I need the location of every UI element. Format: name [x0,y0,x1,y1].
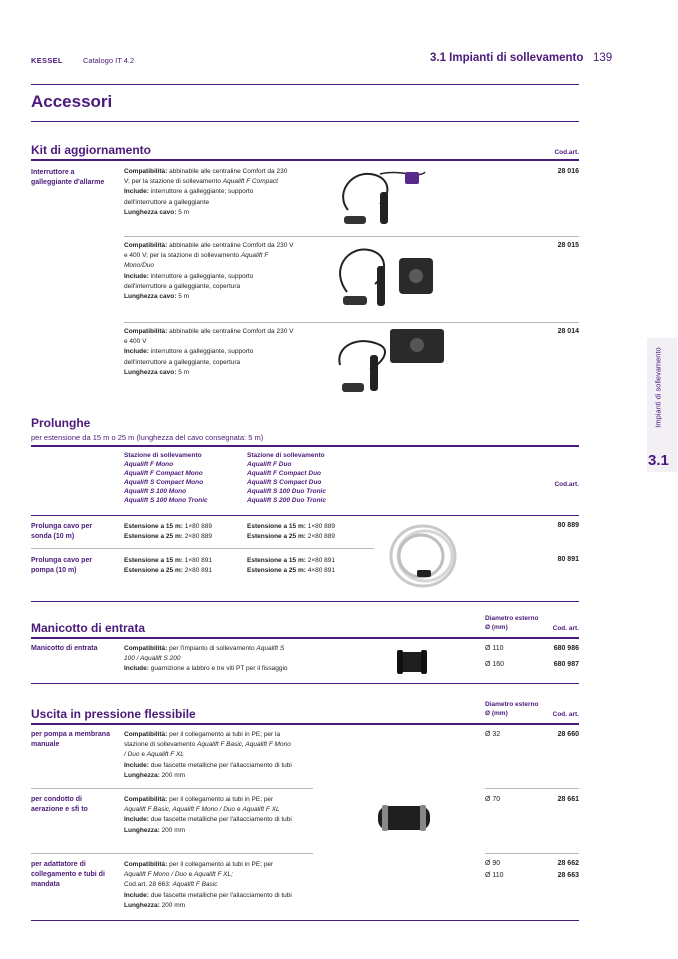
prolunghe-subtitle: per estensione da 15 m o 25 m (lunghezza del cavo consegnata: 5 m) [31,433,264,442]
uscita-row-3-code-1: 28 662 [557,860,579,867]
uscita-row-3-desc: Compatibilità: per il collegamento ai tubi in PE; per Aqualift F Mono / Duo e Aqualift F XL; Cod.art. 28 663: Aqualift F Basic Include: due fascette metalliche per l'allacciamento di tubi Lunghezza: 200 mm [124,861,292,909]
manicotto-code-2: 680 987 [553,661,579,668]
uscita-row-1-dia: Ø 32 [485,731,501,738]
manicotto-code-header: Cod. art. [552,625,579,632]
section-title: 3.1 Impianti di sollevamento [430,52,584,64]
uscita-divider-2b [485,853,579,854]
prolunga-sonda-col2: Estensione a 15 m: 1×80 889 Estensione a 25 m: 2×80 889 [247,523,335,541]
uscita-divider-1a [31,788,313,789]
prolunga-pompa-col1: Estensione a 15 m: 1×80 891 Estensione a 25 m: 2×80 891 [124,557,212,575]
uscita-divider-1b [485,788,579,789]
inlet-sleeve-image [395,647,429,677]
uscita-dia-header: Diametro esterno Ø (mm) [485,701,539,717]
uscita-row-2-code: 28 661 [557,796,579,803]
prolunghe-title: Prolunghe [31,416,91,430]
prolunghe-bottom-rule [31,601,579,602]
manicotto-code-1: 680 986 [553,645,579,652]
uscita-row-2-label: per condotto di aerazione e sfi to [31,796,88,813]
prolunghe-rule [31,445,579,447]
page-title: Accessori [31,92,113,111]
kit-row-2-code: 28 015 [557,242,579,249]
prolunga-sonda-label: Prolunga cavo per sonda (10 m) [31,523,93,540]
prolunghe-code-header: Cod.art. [554,481,579,488]
uscita-rule [31,723,579,725]
header-rule [31,84,579,85]
float-switch-cover-image [325,240,440,316]
prolunga-pompa-label: Prolunga cavo per pompa (10 m) [31,557,93,574]
uscita-row-3-dia-1: Ø 90 [485,860,501,867]
side-tab-label: Impianti di sollevamento [653,347,663,428]
manicotto-desc: Compatibilità: per l'impianto di sollevamento Aqualift S 100 / Aqualift S 200 Include: guarnizione a labbro e tre viti PT per il fissaggio [124,645,288,673]
page-bottom-rule [31,920,579,921]
prolunghe-header-rule [31,515,579,516]
uscita-row-1-label: per pompa a membrana manuale [31,731,110,748]
uscita-row-2-dia: Ø 70 [485,796,501,803]
title-rule [31,121,579,122]
manicotto-title: Manicotto di entrata [31,621,146,635]
prolunghe-col1-header: Stazione di sollevamento Aqualift F Mono Aqualift F Compact Mono Aqualift S Compact Mono Aqualift S 100 Mono Aqualift S 100 Mono Tronic [124,452,208,504]
float-switch-image [330,164,430,230]
kit-row-2-desc: Compatibilità: abbinabile alle centraline Comfort da 230 V e 400 V; per la stazione di sollevamento Aqualift F Mono/Duo Include: interruttore a galleggiante, supporto dell'interruttore a galleggiante, copertura Lunghezza cavo: 5 m [124,242,294,301]
kit-row-1-desc: Compatibilità: abbinabile alle centraline Comfort da 230 V; per la stazione di sollevamento Aqualift F Compact Include: interruttore a galleggiante; supporto dell'interruttore a galleggiante Lunghezza cavo: 5 m [124,168,288,216]
uscita-row-1-code: 28 660 [557,731,579,738]
uscita-row-3-label: per adattatore di collegamento e tubi di mandata [31,861,105,888]
kit-row-1-code: 28 016 [557,168,579,175]
uscita-row-1-desc: Compatibilità: per il collegamento ai tubi in PE; per la stazione di sollevamento Aqualift F Basic, Aqualift F Mono / Duo e Aqualift F XL Include: due fascette metalliche per l'allacciamento di tubi Lunghezza: 200 mm [124,731,292,779]
kit-row-3-code: 28 014 [557,328,579,335]
extension-cable-image [385,518,465,594]
manicotto-rule [31,637,579,639]
kit-label: Interruttore a galleggiante d'allarme [31,169,105,186]
manicotto-bottom-rule [31,683,579,684]
kit-divider-1 [124,236,579,237]
prolunga-pompa-col2: Estensione a 15 m: 2×80 891 Estensione a 25 m: 4×80 891 [247,557,335,575]
kit-divider-2 [124,322,579,323]
prolunghe-divider [31,548,374,549]
kit-rule [31,159,579,161]
uscita-code-header: Cod. art. [552,711,579,718]
uscita-row-3-dia-2: Ø 110 [485,872,504,879]
float-switch-plate-image [330,325,450,405]
prolunghe-col2-header: Stazione di sollevamento Aqualift F Duo Aqualift F Compact Duo Aqualift S Compact Duo Aqualift S 100 Duo Tronic Aqualift S 200 Duo Tronic [247,452,326,504]
side-tab-number: 3.1 [648,452,669,469]
manicotto-dia-1: Ø 110 [485,645,504,652]
manicotto-dia-2: Ø 160 [485,661,505,668]
prolunga-pompa-code: 80 891 [557,556,579,563]
uscita-title: Uscita in pressione flessibile [31,707,196,721]
kit-row-3-desc: Compatibilità: abbinabile alle centraline Comfort da 230 V e 400 V Include: interruttore a galleggiante, supporto dell'interruttore a galleggiante, copertura Lunghezza cavo: 5 m [124,328,294,376]
manicotto-dia-header: Diametro esterno Ø (mm) [485,615,539,631]
flexible-hose-image [372,800,436,836]
catalog-name: Catalogo IT 4.2 [83,56,135,65]
uscita-divider-2a [31,853,313,854]
uscita-row-2-desc: Compatibilità: per il collegamento ai tubi in PE; per Aqualift F Basic, Aqualift F Mono / Duo e Aqualift F XL Include: due fascette metalliche per l'allacciamento di tubi Lunghezza: 200 mm [124,796,292,834]
manicotto-label: Manicotto di entrata [31,645,98,652]
uscita-row-3-code-2: 28 663 [557,872,579,879]
prolunga-sonda-col1: Estensione a 15 m: 1×80 889 Estensione a 25 m: 2×80 889 [124,523,212,541]
brand-name: KESSEL [31,56,63,65]
prolunga-sonda-code: 80 889 [557,522,579,529]
kit-code-header: Cod.art. [554,149,579,156]
page-number: 139 [593,52,613,64]
kit-section-title: Kit di aggiornamento [31,143,151,157]
